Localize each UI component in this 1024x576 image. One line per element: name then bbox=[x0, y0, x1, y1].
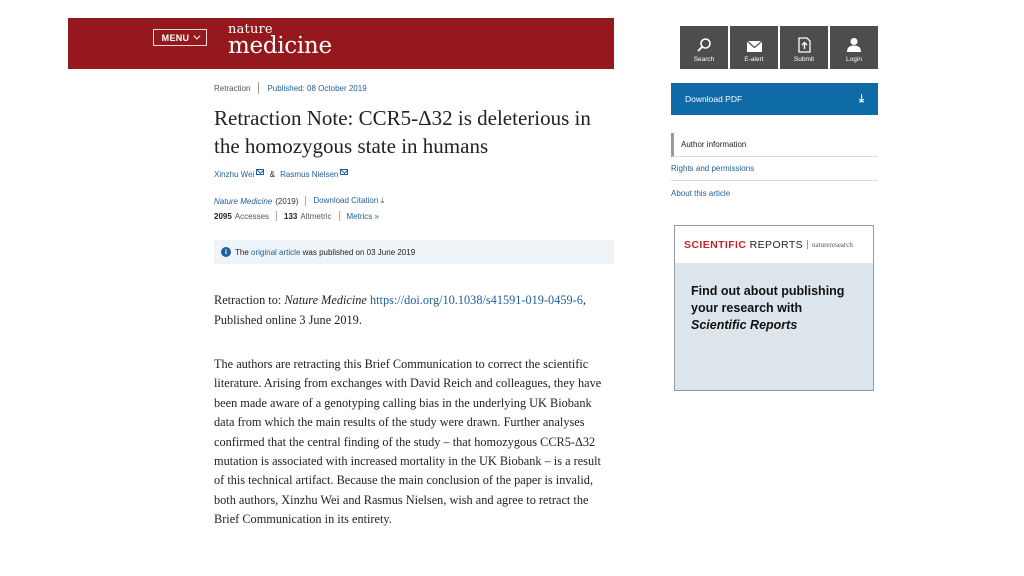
metrics-label: Metrics bbox=[346, 211, 373, 221]
author-list bbox=[214, 170, 348, 179]
email-icon[interactable] bbox=[340, 169, 348, 175]
article bbox=[214, 80, 614, 527]
download-pdf-label: Download PDF bbox=[685, 94, 743, 104]
search-button[interactable] bbox=[680, 26, 728, 69]
article-body: The authors are retracting this Brief Communication to correct the scientific literature. Arising from exchanges with David Reich and colleagues, they have been made aware of a genotyping calling bias in the underlying UK Biobank data from which the main results of the study were drawn. Further analyses confirmed that the central finding of the study – that homozygous CCR5-Δ32 mutation is associated with increased mortality in the UK Biobank – is a result of this technical artifact. Because the main conclusion of the paper is invalid, both authors, Xinzhu Wei and Rasmus Nielsen, wish and agree to retract the Brief Communication in its entirety. bbox=[214, 357, 602, 527]
altmetric-label: Altmetric bbox=[300, 211, 332, 221]
meta-divider bbox=[258, 82, 259, 94]
download-citation-link[interactable] bbox=[313, 196, 384, 206]
citation-line bbox=[214, 196, 384, 206]
retraction-prefix: Retraction to: bbox=[214, 293, 282, 307]
ad-line-1: Find out about publishing bbox=[691, 284, 845, 298]
original-article-link[interactable]: original article bbox=[251, 247, 301, 257]
ad-brand-scientific: SCIENTIFIC bbox=[684, 238, 747, 251]
login-button[interactable] bbox=[830, 26, 878, 69]
metrics-divider bbox=[276, 211, 277, 221]
metrics-divider bbox=[339, 211, 340, 221]
nature-medicine-logo[interactable] bbox=[228, 23, 332, 58]
article-side-nav bbox=[671, 133, 878, 205]
author-link[interactable]: Xinzhu Wei bbox=[214, 170, 255, 179]
ad-line-2: your research with bbox=[691, 301, 803, 315]
search-icon bbox=[696, 37, 712, 53]
notice-prefix: The bbox=[235, 247, 249, 257]
metrics-line bbox=[214, 211, 379, 221]
download-icon: ⤓ bbox=[380, 196, 385, 205]
menu-button[interactable] bbox=[153, 29, 207, 46]
search-label: Search bbox=[693, 56, 715, 63]
site-header bbox=[68, 18, 614, 69]
submit-label: Submit bbox=[793, 56, 815, 63]
citation-divider bbox=[305, 196, 306, 206]
submit-button[interactable] bbox=[780, 26, 828, 69]
author-separator: & bbox=[269, 170, 275, 179]
ad-brand-reports: REPORTS bbox=[749, 238, 804, 251]
download-arrow-icon: ⤓ bbox=[859, 92, 864, 105]
accesses-label: Accesses bbox=[234, 211, 270, 221]
info-icon: i bbox=[221, 247, 231, 257]
double-chevron-right-icon: » bbox=[374, 211, 379, 221]
journal-name[interactable]: Nature Medicine bbox=[214, 196, 273, 206]
article-meta bbox=[214, 80, 614, 96]
article-type: Retraction bbox=[214, 83, 251, 93]
published-date: Published: 08 October 2019 bbox=[267, 83, 367, 93]
retraction-journal: Nature Medicine bbox=[284, 293, 367, 307]
upload-document-icon bbox=[798, 37, 811, 53]
side-nav-about-this-article[interactable]: About this article bbox=[671, 188, 731, 198]
ad-publisher: natureresearch bbox=[812, 240, 853, 249]
original-article-notice bbox=[214, 240, 614, 264]
download-pdf-button[interactable] bbox=[671, 83, 878, 115]
article-title: Retraction Note: CCR5-Δ32 is deleterious in the homozygous state in humans bbox=[214, 106, 591, 158]
chevron-down-icon bbox=[194, 33, 201, 40]
ad-message bbox=[691, 283, 866, 334]
side-nav-author-information[interactable]: Author information bbox=[671, 133, 878, 157]
envelope-icon bbox=[746, 40, 763, 53]
action-toolbar bbox=[680, 26, 878, 69]
metrics-link[interactable] bbox=[347, 212, 379, 221]
retraction-suffix: , Published online 3 June 2019. bbox=[214, 293, 586, 327]
user-icon bbox=[846, 37, 862, 53]
doi-link[interactable]: https://doi.org/10.1038/s41591-019-0459-6 bbox=[369, 293, 583, 307]
ad-brand-divider bbox=[807, 240, 808, 249]
menu-label: MENU bbox=[161, 32, 190, 43]
e-alert-label: E-alert bbox=[744, 56, 764, 63]
ad-line-3: Scientific Reports bbox=[691, 318, 798, 332]
side-nav-rights-and-permissions[interactable]: Rights and permissions bbox=[671, 157, 878, 181]
ad-header bbox=[675, 226, 873, 263]
email-icon[interactable] bbox=[256, 169, 264, 175]
notice-suffix: was published on 03 June 2019 bbox=[302, 247, 416, 257]
publication-year: (2019) bbox=[275, 196, 299, 206]
ad-brand bbox=[684, 239, 803, 251]
accesses-count: 2095 bbox=[214, 211, 232, 221]
retraction-reference bbox=[214, 290, 614, 330]
download-citation-label: Download Citation bbox=[313, 196, 379, 205]
logo-line-1: nature bbox=[228, 22, 273, 37]
e-alert-button[interactable] bbox=[730, 26, 778, 69]
login-label: Login bbox=[846, 56, 862, 63]
author-link[interactable]: Rasmus Nielsen bbox=[280, 170, 339, 179]
scientific-reports-ad[interactable] bbox=[674, 225, 874, 391]
altmetric-score: 133 bbox=[284, 211, 298, 221]
logo-line-2: medicine bbox=[228, 33, 332, 59]
